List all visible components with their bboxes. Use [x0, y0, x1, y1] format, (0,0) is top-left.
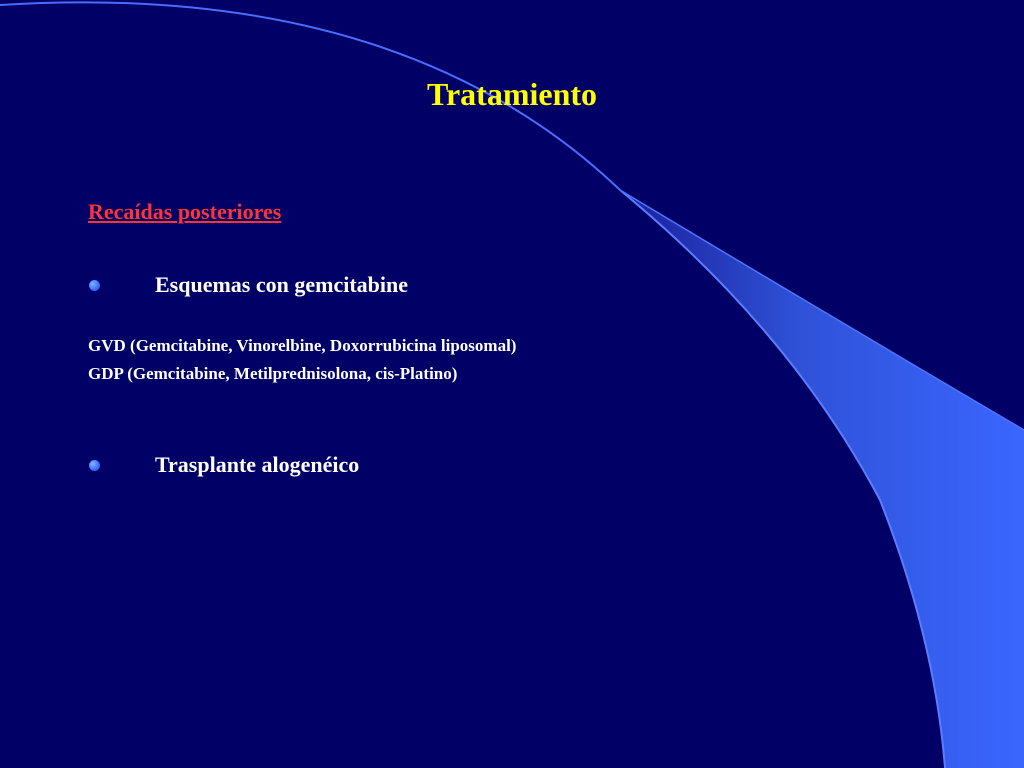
- bullet-label: Esquemas con gemcitabine: [155, 272, 408, 297]
- bullet-label: Trasplante alogenéico: [155, 452, 360, 477]
- bullet-item: [88, 452, 359, 478]
- subheading: Recaídas posteriores: [88, 199, 282, 224]
- bullet-item: [88, 272, 408, 298]
- bullet-icon: [89, 460, 100, 471]
- detail-line: GDP (Gemcitabine, Metilprednisolona, cis-Platino): [88, 364, 458, 383]
- slide-title: Tratamiento: [426, 76, 598, 112]
- detail-line: GVD (Gemcitabine, Vinorelbine, Doxorrubicina liposomal): [88, 336, 517, 355]
- bullet-icon: [89, 280, 100, 291]
